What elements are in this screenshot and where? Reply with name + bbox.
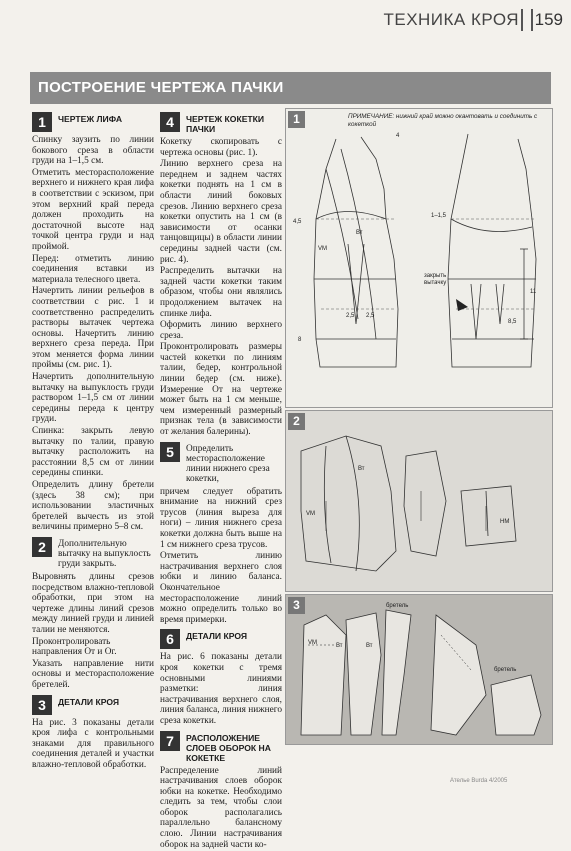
section-2-heading [32, 537, 154, 569]
note-text: нижний край можно окантовать и соединить с кокеткой [348, 113, 538, 128]
section-4-heading [160, 112, 282, 134]
paragraph: Выровнять длины срезов посредством влажно-тепловой обработки, при этом на чертеже длины линий срезов между линией груди и линией талии не меняются. [32, 571, 154, 635]
header-divider [521, 9, 533, 31]
measure-label: бретель [386, 603, 409, 609]
bodice-pieces-drawing [286, 411, 552, 591]
section-6-heading [160, 629, 282, 649]
figures-panel [285, 108, 551, 743]
paragraph: Оформить линию верхнего среза. [160, 320, 282, 341]
paragraph: Начертить линии рельефов в соответствии с рис. 1 и соответственно распределить растворы вытачек чертежа основы. Начертить линию верхнего среза переда. При этом меняется форма линии проймы (см. рис. 1). [32, 286, 154, 371]
section-5-heading [160, 442, 282, 484]
measure-label: 2,5 [366, 313, 375, 319]
figure-number-badge: 2 [288, 413, 305, 430]
step-number-badge: 3 [32, 695, 52, 715]
paragraph: Проконтролировать направления От и Ог. [32, 636, 117, 658]
measure-label: HM [500, 519, 510, 525]
step-number-badge: 5 [160, 442, 180, 462]
figure-number-badge: 1 [288, 111, 305, 128]
measure-label: VM [318, 246, 327, 252]
step-number-badge: 7 [160, 731, 180, 751]
section-title: ТЕХНИКА КРОЯ [383, 10, 519, 29]
measure-label: Вт [366, 643, 373, 649]
measure-label: 11 [530, 289, 537, 295]
text-column-1 [32, 108, 154, 771]
section-3-heading [32, 695, 154, 715]
paragraph: Перед: отметить линию соединения вставки из материала телесного цвета. [32, 253, 154, 285]
bodice-draft-drawing [286, 109, 552, 407]
section-title: ЧЕРТЕЖ КОКЕТКИ ПАЧКИ [186, 114, 265, 134]
section-1-heading [32, 112, 154, 132]
section-title: ДЕТАЛИ КРОЯ [58, 696, 120, 707]
paragraph: Начертить дополнительную вытачку на выпуклость груди раствором 1–1,5 см от линии середины переда к центру груди. [32, 372, 154, 425]
paragraph: Спинка: закрыть левую вытачку по талии, правую вытачку расположить на расстоянии 8,5 см от линии середины спинки. [32, 426, 154, 479]
measure-label: VM [306, 511, 315, 517]
paragraph: Кокетку скопировать с чертежа основы (рис. 1). [160, 137, 282, 158]
measure-label: 8 [298, 337, 302, 343]
paragraph: Определить длину бретели (здесь 38 см); при использовании эластичных бретелей вычесть из этой величины примерно 5–8 см. [32, 480, 154, 533]
paragraph: Распределение линий настрачивания слоев оборок юбки на кокетке. Необходимо следить за тем, чтобы слои оборок располагались параллельно балансному слою. Линии настрачивания оборок на задней части ко- [160, 765, 282, 850]
measure-label: 4,5 [293, 219, 302, 225]
paragraph: Проконтролировать размеры частей кокетки по линиям талии, бедер, контрольной линии бедер (см. ниже). Измерение От на чертеже может быть на 1 см меньше, чем измеренный размерный признак тела (в зависимости от желания балерины). [160, 342, 282, 438]
section-title: ДЕТАЛИ КРОЯ [186, 631, 248, 642]
measure-label: 4 [396, 133, 400, 139]
figure-1 [285, 108, 553, 408]
paragraph: Линию верхнего среза на переднем и заднем частях кокетки поднять на 1 см в области линий боковых срезов. Линию верхнего среза кокетки опустить на 1 см (в зависимости от осанки танцовщицы) в области линии середины задней части (см. рис. 4). [160, 159, 282, 265]
text-column-2 [160, 108, 282, 851]
paragraph: На рис. 3 показаны детали кроя лифа с контрольными знаками для правильного соединения деталей и участки влажно-тепловой обработки. [32, 717, 154, 770]
step-number-badge: 1 [32, 112, 52, 132]
measure-label: закрыть вытачку [424, 273, 447, 286]
paragraph: Указать направление нити основы и месторасположение бретелей. [32, 658, 154, 690]
page-footer: Ателье Burda 4/2005 [450, 778, 508, 784]
measure-label: Вт [336, 643, 343, 649]
figure-2 [285, 410, 553, 592]
page-number: 159 [534, 10, 563, 29]
section-title: РАСПОЛОЖЕНИЕ СЛОЕВ ОБОРОК НА КОКЕТКЕ [186, 732, 271, 763]
section-title: ЧЕРТЕЖ ЛИФА [58, 114, 123, 124]
measure-label: 2,5 [346, 313, 355, 319]
measure-label: 8,5 [508, 319, 517, 325]
section-7-heading [160, 731, 282, 763]
article-title: ПОСТРОЕНИЕ ЧЕРТЕЖА ПАЧКИ [38, 79, 284, 96]
measure-label: Вт [356, 230, 363, 236]
section-lead: Дополнительную вытачку на выпуклость груди закрыть. [58, 538, 151, 569]
figure-note [348, 113, 548, 129]
note-label: ПРИМЕЧАНИЕ: [348, 113, 395, 120]
measure-label: 1–1,5 [431, 213, 447, 219]
step-number-badge: 2 [32, 537, 52, 557]
article-banner [30, 72, 551, 104]
paragraph: Отметить линию настрачивания верхнего слоя юбки и линию баланса. Окончательное месторасположение линий можно определить только во время примерки. [160, 551, 282, 625]
paragraph: Распределить вытачки на задней части кокетки таким образом, чтобы они являлись продолжением вытачек на спинке лифа. [160, 266, 282, 319]
paragraph: Отметить месторасположение верхнего и нижнего края лифа в соответствии с эскизом, при этом верхний край переда должен проходить на достаточной высоте над точкой центра груди и над проймой. [32, 167, 154, 252]
step-number-badge: 6 [160, 629, 180, 649]
paragraph: причем следует обратить внимание на нижний срез трусов (линия выреза для ноги) – линия нижнего среза кокетки должна быть выше на 1 см нижнего среза трусов. [160, 486, 282, 550]
figure-3 [285, 594, 553, 745]
paragraph: Спинку заузить по линии бокового среза в области груди на 1–1,5 см. [32, 135, 154, 167]
section-lead: Определить месторасположение линии нижнего среза кокетки, [186, 443, 270, 484]
measure-label: бретель [494, 667, 517, 673]
step-number-badge: 4 [160, 112, 180, 132]
page-header [0, 0, 571, 44]
paragraph: На рис. 6 показаны детали кроя кокетки с тремя основными линиями разметки: линия настрачивания верхнего слоя, линия баланса, линия нижнего среза кокетки. [160, 652, 282, 726]
figure-number-badge: 3 [288, 597, 305, 614]
measure-label: VM [308, 640, 317, 646]
measure-label: Вт [358, 466, 365, 472]
